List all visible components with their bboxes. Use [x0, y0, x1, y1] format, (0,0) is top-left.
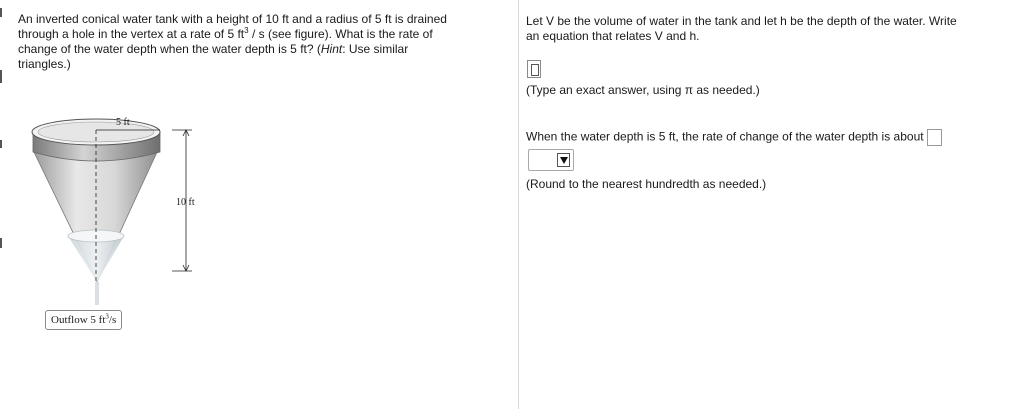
- height-label: 10 ft: [176, 197, 195, 208]
- question-2-prompt: [526, 129, 942, 146]
- depth-rate-input[interactable]: [927, 129, 942, 146]
- volume-equation-input[interactable]: [527, 60, 541, 78]
- units-dropdown[interactable]: [528, 149, 574, 171]
- outflow-exponent: 3: [105, 312, 109, 321]
- answer-placeholder-icon: [531, 64, 539, 76]
- radius-label: 5 ft: [116, 117, 130, 128]
- question-1-prompt: [526, 14, 1020, 44]
- question-line: When the water depth is 5 ft, the rate of change of the water depth is about: [526, 129, 924, 144]
- question-line: an equation that relates V and h.: [526, 29, 700, 43]
- problem-line: : Use similar: [342, 42, 409, 56]
- problem-line: triangles.): [18, 57, 71, 71]
- hint-label: Hint: [320, 42, 343, 56]
- problem-line: / s (see figure). What is the rate of: [248, 27, 433, 41]
- outflow-text: Outflow 5 ft: [51, 314, 106, 326]
- dropdown-button[interactable]: [557, 153, 570, 167]
- problem-line: change of the water depth when the water depth is 5 ft? (: [18, 42, 321, 56]
- question-line: Let V be the volume of water in the tank and let h be the depth of the water. Write: [526, 14, 957, 28]
- problem-line: through a hole in the vertex at a rate of 5 ft: [18, 27, 245, 41]
- question-2-note: (Round to the nearest hundredth as needed.): [526, 177, 767, 191]
- cubic-exponent: 3: [244, 26, 249, 35]
- triangle-down-icon: [560, 157, 568, 164]
- outflow-stream: [95, 282, 99, 305]
- problem-line: An inverted conical water tank with a height of 10 ft and a radius of 5 ft is drained: [18, 12, 447, 26]
- answer-pane: [519, 0, 1024, 409]
- outflow-unit: /s: [108, 314, 117, 326]
- question-1-note: (Type an exact answer, using π as needed.): [526, 83, 760, 97]
- outflow-label: [45, 310, 122, 330]
